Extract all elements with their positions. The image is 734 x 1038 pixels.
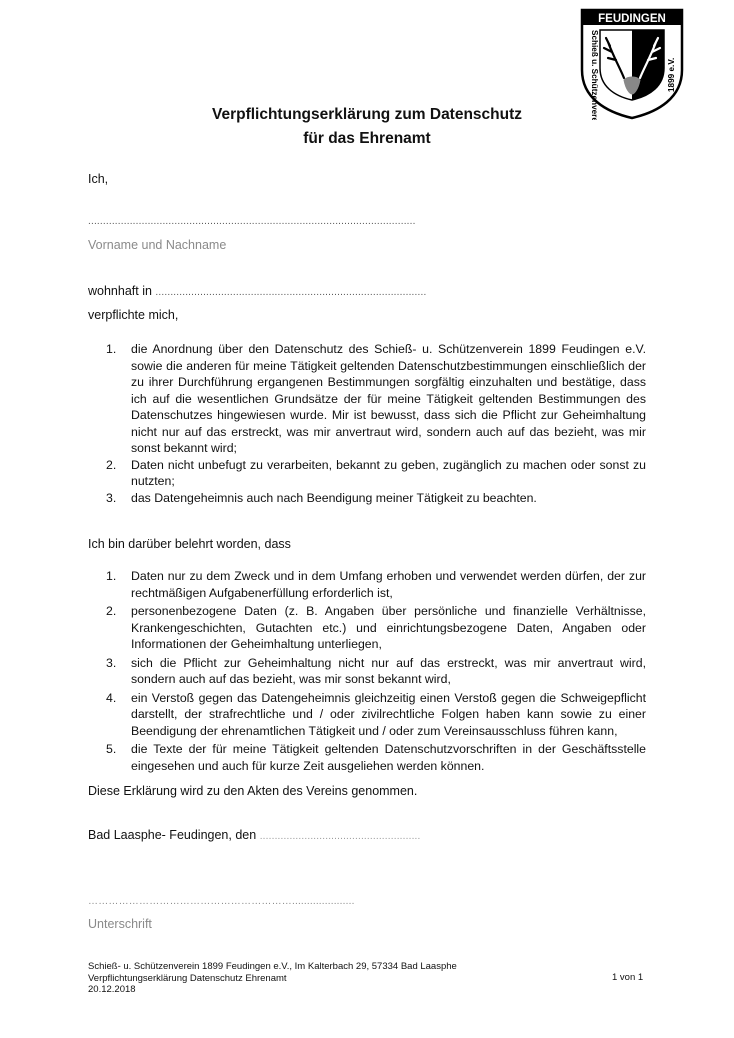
item-number: 3. [106,655,117,670]
address-field[interactable]: ........................................................................................... [155,287,427,298]
item-number: 2. [106,604,117,618]
logo-side-left: Schieß u. Schützenverein [590,30,599,120]
name-label: Vorname und Nachname [88,238,227,252]
item-text: die Anordnung über den Datenschutz des Schieß- u. Schützenverein 1899 Feudingen e.V. sowie die anderen für meine Tätigkeit geltenden Datenschutzbestimmungen einschließlich der zu ihrer Durchführung ergangenen Bestimmungen sorgfältig einzuhalten und bestätige, dass ich auf die wesentlichen Grundsätze der für meine Tätigkeit geltenden Bestimmungen des Datenschutzes hingewiesen wurde. Mir ist bewusst, dass sich die Pflicht zur Geheimhaltung nicht nur auf das erstreckt, was mir anvertraut wird, sondern auch auf das bezieht, was mir sonst bekannt wird; [131,342,646,455]
item-text: ein Verstoß gegen das Datengeheimnis gleichzeitig einen Verstoß gegen die Schweigepflicht darstellt, der strafrechtliche und / oder zivilrechtliche Folgen haben kann sowie zu einer Beendigung der ehrenamtlichen Tätigkeit und / oder zum Vereinsausschluss führen kann, [131,690,646,738]
item-number: 1. [106,342,117,356]
address-row [88,284,426,298]
erklaerung-text: Diese Erklärung wird zu den Akten des Vereins genommen. [88,784,418,798]
item-number: 5. [106,742,117,756]
item-text: sich die Pflicht zur Geheimhaltung nicht nur auf das erstreckt, was mir anvertraut wird, sondern auch auf das bezieht, was mir sonst bekannt wird, [131,655,646,686]
belehrt-text: Ich bin darüber belehrt worden, dass [88,537,291,551]
item-text: Daten nur zu dem Zweck und in dem Umfang erhoben und verwendet werden dürfen, der zur rechtmäßigen Aufgabenerfüllung erforderlich ist, [131,569,646,600]
item-text: Daten nicht unbefugt zu verarbeiten, bekannt zu geben, zugänglich zu machen oder sonst zu nutzten; [131,457,646,488]
list-item [106,655,646,688]
wohnhaft-label: wohnhaft in [88,284,152,298]
footer [88,961,457,996]
page-number: 1 von 1 [612,972,644,983]
item-number: 4. [106,690,117,705]
signature-field[interactable]: ……………………………………………………..................... [88,896,355,907]
title-line2: für das Ehrenamt [303,130,431,147]
footer-document-name: Verpflichtungserklärung Datenschutz Ehrenamt [88,972,287,984]
footer-date: 20.12.2018 [88,984,136,995]
obligations-list [106,341,646,506]
signature-label: Unterschrift [88,917,152,931]
list-item [106,341,646,457]
list-item [106,568,646,601]
item-text: personenbezogene Daten (z. B. Angaben über persönliche und finanzielle Verhältnisse, Krankengeschichten, Gutachten etc.) und einrichtungsbezogene Daten, Angaben oder Informationen der Geheimhaltung unterliegen, [131,604,646,651]
item-text: das Datengeheimnis auch nach Beendigung meiner Tätigkeit zu beachten. [131,490,537,505]
logo-club-name: FEUDINGEN [598,13,666,25]
date-field[interactable]: ...................................................... [259,831,421,842]
item-number: 2. [106,457,117,472]
name-field[interactable]: .............................................................................................................. [88,216,416,227]
instruction-list [106,568,646,774]
list-item [106,603,646,653]
item-number: 1. [106,569,117,583]
list-item [106,490,646,507]
ich-text: Ich, [88,172,109,186]
verpflichte-text: verpflichte mich, [88,308,179,322]
document-title [130,103,604,151]
place-date-row [88,828,421,842]
item-number: 3. [106,490,117,505]
list-item [106,690,646,740]
place-label: Bad Laasphe- Feudingen, den [88,828,257,842]
list-item [106,457,646,490]
logo-side-right: 1899 e.V. [667,57,676,92]
list-item [106,741,646,774]
footer-address: Schieß- u. Schützenverein 1899 Feudingen e.V., Im Kalterbach 29, 57334 Bad Laasphe [88,961,457,972]
item-text: die Texte der für meine Tätigkeit geltenden Datenschutzvorschriften in der Geschäftsstelle eingesehen und auch für kurze Zeit ausgeliehen werden können. [131,742,646,773]
title-line1: Verpflichtungserklärung zum Datenschutz [211,106,523,123]
